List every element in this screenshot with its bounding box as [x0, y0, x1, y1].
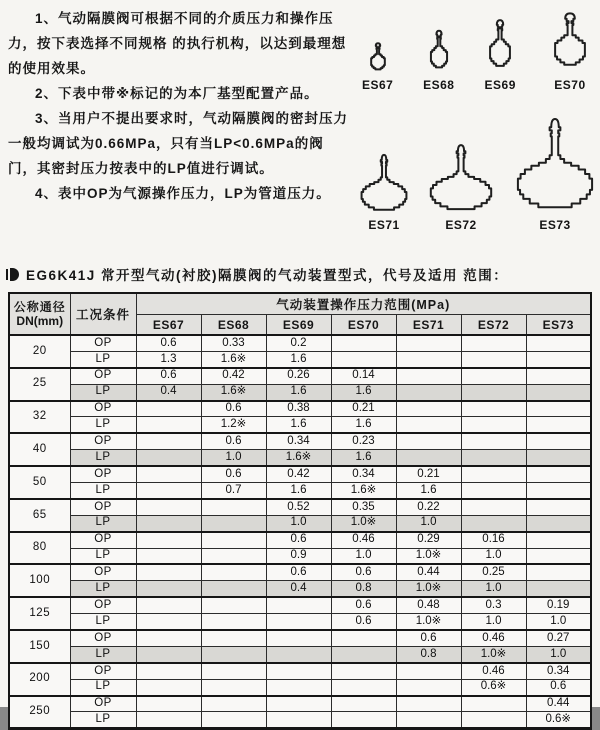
pressure-value — [136, 483, 201, 499]
pressure-value: 0.25 — [461, 564, 526, 580]
dn-value: 32 — [9, 401, 70, 434]
pressure-value: 1.6 — [331, 384, 396, 400]
pressure-value — [396, 712, 461, 729]
pressure-value: 0.48 — [396, 597, 461, 613]
valve-es72-icon — [426, 143, 496, 214]
pressure-value — [461, 483, 526, 499]
pressure-value — [201, 614, 266, 630]
pressure-value — [396, 401, 461, 417]
pressure-value — [201, 630, 266, 646]
table-row-lp — [9, 515, 591, 531]
pressure-value: 1.6 — [266, 351, 331, 367]
pressure-value — [136, 515, 201, 531]
table-row-lp — [9, 351, 591, 367]
pressure-value: 0.8 — [331, 581, 396, 597]
pressure-value — [136, 696, 201, 712]
pressure-value: 0.4 — [136, 384, 201, 400]
pressure-value: 0.6※ — [461, 679, 526, 695]
pressure-value — [201, 499, 266, 515]
note-paragraph-4: 4、表中OP为气源操作压力，LP为管道压力。 — [35, 186, 331, 201]
pressure-value — [136, 548, 201, 564]
pressure-value — [201, 564, 266, 580]
pressure-value: 1.0※ — [396, 548, 461, 564]
pressure-value: 1.0 — [331, 548, 396, 564]
condition-column-header: 工况条件 — [70, 293, 136, 335]
pressure-value — [461, 515, 526, 531]
table-row-lp — [9, 417, 591, 433]
section-bullet-icon — [6, 268, 20, 281]
condition-label-lp: LP — [70, 581, 136, 597]
pressure-value — [526, 417, 591, 433]
pressure-value: 0.6 — [136, 368, 201, 384]
table-row-lp — [9, 483, 591, 499]
valve-figure-es72 — [426, 143, 496, 232]
pressure-value: 1.0 — [266, 515, 331, 531]
pressure-value: 0.4 — [266, 581, 331, 597]
pressure-value: 1.6 — [266, 483, 331, 499]
pressure-value: 1.6※ — [201, 351, 266, 367]
condition-label-op: OP — [70, 630, 136, 646]
table-row-op — [9, 663, 591, 679]
pressure-value: 1.6※ — [201, 384, 266, 400]
table-row-op — [9, 499, 591, 515]
pressure-value — [266, 597, 331, 613]
pressure-value — [331, 630, 396, 646]
table-row-lp — [9, 679, 591, 695]
pressure-value — [201, 515, 266, 531]
pressure-value — [461, 433, 526, 449]
condition-label-op: OP — [70, 532, 136, 548]
pressure-value — [266, 630, 331, 646]
condition-label-lp: LP — [70, 450, 136, 466]
pressure-value — [526, 581, 591, 597]
table-row-lp — [9, 384, 591, 400]
pressure-value: 1.0 — [526, 614, 591, 630]
pressure-value — [396, 433, 461, 449]
valve-es68-label: ES68 — [423, 78, 455, 92]
pressure-value — [461, 351, 526, 367]
pressure-value: 1.6 — [331, 450, 396, 466]
pressure-value: 1.0 — [201, 450, 266, 466]
dn-value: 25 — [9, 368, 70, 401]
pressure-value — [526, 483, 591, 499]
pressure-value — [201, 581, 266, 597]
pressure-value — [396, 696, 461, 712]
valve-es68-icon — [426, 29, 452, 74]
pressure-value — [136, 597, 201, 613]
pressure-value: 0.42 — [266, 466, 331, 482]
condition-label-lp: LP — [70, 646, 136, 662]
pressure-value — [136, 614, 201, 630]
model-col-header: ES67 — [136, 315, 201, 336]
valve-es71-label: ES71 — [368, 218, 400, 232]
pressure-value — [136, 499, 201, 515]
condition-label-op: OP — [70, 564, 136, 580]
pressure-value: 0.34 — [526, 663, 591, 679]
pressure-value: 0.52 — [266, 499, 331, 515]
pressure-value: 0.6 — [331, 564, 396, 580]
condition-label-lp: LP — [70, 712, 136, 729]
pressure-value — [136, 646, 201, 662]
table-row-op — [9, 433, 591, 449]
pressure-value — [136, 433, 201, 449]
pressure-value — [461, 401, 526, 417]
valve-figure-es71 — [358, 153, 410, 232]
table-row-op — [9, 597, 591, 613]
condition-label-op: OP — [70, 696, 136, 712]
dn-value: 80 — [9, 532, 70, 565]
notes-block — [0, 0, 352, 250]
pressure-value: 0.23 — [331, 433, 396, 449]
valve-es73-label: ES73 — [539, 218, 571, 232]
pressure-value — [396, 450, 461, 466]
pressure-value — [526, 368, 591, 384]
pressure-value — [461, 384, 526, 400]
condition-label-lp: LP — [70, 384, 136, 400]
pressure-value — [461, 712, 526, 729]
pressure-value: 0.16 — [461, 532, 526, 548]
pressure-value: 1.0※ — [396, 614, 461, 630]
pressure-value: 1.6 — [266, 417, 331, 433]
table-row-lp — [9, 581, 591, 597]
pressure-value — [526, 401, 591, 417]
table-row-op — [9, 630, 591, 646]
condition-label-op: OP — [70, 335, 136, 351]
pressure-value: 0.26 — [266, 368, 331, 384]
pressure-value — [266, 696, 331, 712]
valve-figure-es70 — [546, 11, 594, 92]
table-row-op — [9, 368, 591, 384]
pressure-value: 1.0 — [461, 548, 526, 564]
note-paragraph-3: 3、当用户不提出要求时，气动隔膜阀的密封压力一般均调试为0.66MPa，只有当LP<0.6MPa的阀门，其密封压力按表中的LP值进行调试。 — [8, 111, 349, 176]
valve-es70-icon — [546, 11, 594, 74]
model-col-header: ES70 — [331, 315, 396, 336]
dn-value: 40 — [9, 433, 70, 466]
condition-label-lp: LP — [70, 515, 136, 531]
note-paragraph-1: 1、气动隔膜阀可根据不同的介质压力和操作压力，按下表选择不同规格 的执行机构，以达到最理想的使用效果。 — [8, 11, 347, 76]
pressure-value — [526, 515, 591, 531]
condition-label-op: OP — [70, 368, 136, 384]
pressure-value: 1.0※ — [396, 581, 461, 597]
pressure-value — [526, 384, 591, 400]
pressure-value — [331, 696, 396, 712]
pressure-value: 1.0 — [461, 614, 526, 630]
dn-value: 200 — [9, 663, 70, 696]
valve-es69-label: ES69 — [484, 78, 516, 92]
pressure-value: 1.0 — [461, 581, 526, 597]
pressure-value: 0.27 — [526, 630, 591, 646]
pressure-value: 0.33 — [201, 335, 266, 351]
pressure-value: 0.46 — [331, 532, 396, 548]
pressure-value — [461, 499, 526, 515]
pressure-value: 0.38 — [266, 401, 331, 417]
valve-figure-row-bottom — [352, 116, 600, 232]
pressure-value: 0.14 — [331, 368, 396, 384]
pressure-value: 0.2 — [266, 335, 331, 351]
pressure-table — [8, 292, 592, 730]
pressure-value: 0.29 — [396, 532, 461, 548]
pressure-value: 1.3 — [136, 351, 201, 367]
pressure-value: 0.7 — [201, 483, 266, 499]
valve-figures — [352, 0, 600, 250]
pressure-value — [396, 384, 461, 400]
pressure-value: 0.44 — [396, 564, 461, 580]
valve-figure-es68 — [423, 29, 454, 92]
table-row-op — [9, 696, 591, 712]
pressure-value — [136, 450, 201, 466]
pressure-value: 0.44 — [526, 696, 591, 712]
pressure-value: 0.6 — [396, 630, 461, 646]
valve-figure-es73 — [512, 116, 598, 232]
pressure-value: 0.6※ — [526, 712, 591, 729]
dn-column-header — [9, 293, 70, 335]
pressure-value — [396, 679, 461, 695]
pressure-value — [201, 646, 266, 662]
pressure-value — [461, 368, 526, 384]
condition-label-lp: LP — [70, 614, 136, 630]
pressure-value — [461, 450, 526, 466]
condition-label-op: OP — [70, 597, 136, 613]
model-col-header: ES71 — [396, 315, 461, 336]
pressure-value: 0.6 — [266, 532, 331, 548]
pressure-value — [136, 581, 201, 597]
valve-es71-icon — [358, 153, 410, 214]
dn-value: 250 — [9, 696, 70, 729]
model-col-header: ES72 — [461, 315, 526, 336]
pressure-value: 0.46 — [461, 630, 526, 646]
condition-label-lp: LP — [70, 548, 136, 564]
table-row-op — [9, 401, 591, 417]
pressure-value: 0.22 — [396, 499, 461, 515]
table-row-op — [9, 466, 591, 482]
pressure-value: 1.6 — [396, 483, 461, 499]
table-row-lp — [9, 614, 591, 630]
top-section — [0, 0, 600, 250]
pressure-value — [526, 450, 591, 466]
pressure-value — [136, 564, 201, 580]
pressure-value: 0.6 — [136, 335, 201, 351]
pressure-value — [136, 466, 201, 482]
pressure-value — [526, 548, 591, 564]
pressure-value — [266, 712, 331, 729]
condition-label-op: OP — [70, 663, 136, 679]
table-row-lp — [9, 712, 591, 729]
pressure-value — [201, 679, 266, 695]
condition-label-lp: LP — [70, 351, 136, 367]
table-row-op — [9, 532, 591, 548]
valve-es67-icon — [367, 42, 389, 74]
dn-value: 65 — [9, 499, 70, 532]
pressure-value: 0.6 — [201, 433, 266, 449]
model-col-header: ES69 — [266, 315, 331, 336]
valve-es72-label: ES72 — [445, 218, 477, 232]
pressure-value — [201, 597, 266, 613]
valve-figure-row-top — [352, 4, 600, 92]
pressure-value: 0.3 — [461, 597, 526, 613]
table-row-lp — [9, 548, 591, 564]
condition-label-lp: LP — [70, 417, 136, 433]
pressure-value — [526, 499, 591, 515]
pressure-value: 0.35 — [331, 499, 396, 515]
pressure-value — [136, 532, 201, 548]
pressure-value: 0.6 — [266, 564, 331, 580]
pressure-value — [331, 679, 396, 695]
pressure-value: 0.9 — [266, 548, 331, 564]
condition-label-op: OP — [70, 401, 136, 417]
pressure-value — [201, 712, 266, 729]
section-title: EG6K41J 常开型气动(衬胶)隔膜阀的气动装置型式，代号及适用 范围： — [26, 268, 509, 283]
pressure-value — [136, 712, 201, 729]
pressure-value — [396, 417, 461, 433]
pressure-value: 0.6 — [331, 597, 396, 613]
condition-label-op: OP — [70, 433, 136, 449]
pressure-value: 0.21 — [396, 466, 461, 482]
condition-label-lp: LP — [70, 483, 136, 499]
dn-header-line1: 公称通径 — [13, 300, 66, 314]
pressure-value — [331, 646, 396, 662]
pressure-value — [136, 663, 201, 679]
pressure-value — [331, 351, 396, 367]
pressure-value — [136, 679, 201, 695]
pressure-value — [396, 368, 461, 384]
dn-header-line2: DN(mm) — [16, 314, 64, 328]
pressure-table-body — [9, 335, 591, 729]
pressure-value — [331, 335, 396, 351]
pressure-value — [136, 417, 201, 433]
table-row-lp — [9, 646, 591, 662]
pressure-value — [461, 696, 526, 712]
pressure-value: 0.34 — [266, 433, 331, 449]
condition-label-op: OP — [70, 466, 136, 482]
pressure-value: 1.6※ — [266, 450, 331, 466]
pressure-value: 1.0※ — [331, 515, 396, 531]
pressure-value — [201, 532, 266, 548]
pressure-value — [526, 564, 591, 580]
pressure-value — [526, 351, 591, 367]
dn-value: 50 — [9, 466, 70, 499]
pressure-value — [331, 663, 396, 679]
pressure-value: 0.8 — [396, 646, 461, 662]
pressure-value: 0.19 — [526, 597, 591, 613]
dn-value: 100 — [9, 564, 70, 597]
pressure-value — [526, 532, 591, 548]
valve-es69-icon — [484, 18, 516, 74]
dn-value: 125 — [9, 597, 70, 630]
pressure-value: 1.6 — [266, 384, 331, 400]
pressure-value: 1.2※ — [201, 417, 266, 433]
valve-figure-es67 — [362, 42, 393, 92]
pressure-value — [136, 630, 201, 646]
table-header-row-1 — [9, 293, 591, 315]
model-col-header: ES73 — [526, 315, 591, 336]
condition-label-op: OP — [70, 499, 136, 515]
pressure-value: 1.0 — [396, 515, 461, 531]
table-row-op — [9, 564, 591, 580]
pressure-value: 1.0 — [526, 646, 591, 662]
pressure-value: 1.6 — [331, 417, 396, 433]
pressure-value — [266, 646, 331, 662]
dn-value: 150 — [9, 630, 70, 663]
model-col-header: ES68 — [201, 315, 266, 336]
pressure-value — [266, 614, 331, 630]
pressure-value: 0.46 — [461, 663, 526, 679]
pressure-value — [396, 335, 461, 351]
valve-es67-label: ES67 — [362, 78, 394, 92]
pressure-value — [461, 466, 526, 482]
condition-label-lp: LP — [70, 679, 136, 695]
table-row-lp — [9, 450, 591, 466]
pressure-value — [266, 663, 331, 679]
pressure-value: 0.6 — [331, 614, 396, 630]
pressure-value — [331, 712, 396, 729]
pressure-value — [526, 466, 591, 482]
valve-figure-es69 — [484, 18, 516, 92]
note-paragraph-2: 2、下表中带※标记的为本厂基型配置产品。 — [35, 86, 319, 101]
pressure-range-group-header: 气动装置操作压力范围(MPa) — [136, 293, 591, 315]
pressure-value — [526, 433, 591, 449]
pressure-value: 0.21 — [331, 401, 396, 417]
dn-value: 20 — [9, 335, 70, 368]
section-title-row — [6, 264, 600, 284]
pressure-value — [526, 335, 591, 351]
pressure-value — [396, 351, 461, 367]
pressure-value — [201, 663, 266, 679]
pressure-value: 0.6 — [201, 466, 266, 482]
pressure-value — [136, 401, 201, 417]
pressure-value: 1.6※ — [331, 483, 396, 499]
pressure-value — [396, 663, 461, 679]
pressure-value: 0.34 — [331, 466, 396, 482]
table-row-op — [9, 335, 591, 351]
valve-es70-label: ES70 — [554, 78, 586, 92]
valve-es73-icon — [512, 116, 598, 214]
pressure-value: 0.6 — [526, 679, 591, 695]
pressure-value — [201, 696, 266, 712]
pressure-value — [201, 548, 266, 564]
pressure-value — [461, 417, 526, 433]
pressure-value: 1.0※ — [461, 646, 526, 662]
pressure-value — [461, 335, 526, 351]
pressure-value: 0.6 — [201, 401, 266, 417]
pressure-value — [266, 679, 331, 695]
pressure-value: 0.42 — [201, 368, 266, 384]
